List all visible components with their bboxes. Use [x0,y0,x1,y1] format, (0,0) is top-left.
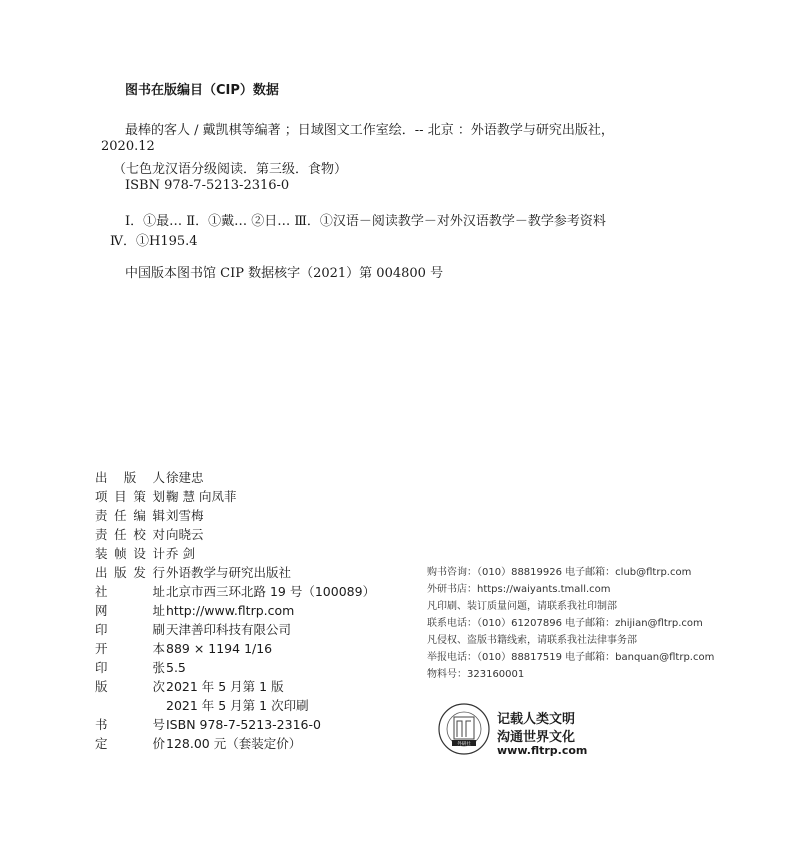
logo-text: 外研社 [457,742,471,747]
colophon-row [95,488,237,506]
slogan-line-2: 沟通世界文化 [497,730,576,745]
cip-subject-headings: Ⅰ．①最… Ⅱ．①戴… ②日… Ⅲ．①汉语－阅读教学－对外汉语教学－教学参考资料 [125,214,606,229]
contact-line: 外研书店：https://waiyants.tmall.com [427,584,611,595]
contact-line: 举报电话：（010）88817519 电子邮箱：banquan@fltrp.com [427,652,715,663]
colophon-row [95,602,295,620]
colophon-value: 2021 年 5 月第 1 版 [166,679,284,694]
colophon-label: 印 刷 [95,622,165,637]
colophon-row [95,678,284,696]
colophon-label: 责任校对 [95,527,165,542]
colophon-row [95,564,292,582]
cip-record-number: 中国版本图书馆 CIP 数据核字（2021）第 004800 号 [125,266,444,281]
contact-line: 购书咨询：（010）88819926 电子邮箱：club@fltrp.com [427,567,692,578]
contact-line: 物料号：323160001 [427,669,525,680]
colophon-label: 项目策划 [95,489,165,504]
colophon-label: 网 址 [95,603,165,618]
colophon-value: 天津善印科技有限公司 [166,622,292,637]
colophon-label: 定 价 [95,736,165,751]
colophon-value: 外语教学与研究出版社 [166,565,292,580]
colophon-label: 印 张 [95,660,165,675]
colophon-value: 向晓云 [166,527,204,542]
colophon-row [95,545,195,563]
colophon-value: 鞠 慧 向凤菲 [166,489,237,504]
colophon-label: 出 版 人 [95,470,165,485]
colophon-value: ISBN 978-7-5213-2316-0 [166,717,321,732]
colophon-label: 社 址 [95,584,165,599]
colophon-label: 开 本 [95,641,165,656]
colophon-value: 刘雪梅 [166,508,204,523]
colophon-label: 书 号 [95,717,165,732]
cip-isbn: ISBN 978-7-5213-2316-0 [125,178,290,193]
slogan-line-1: 记载人类文明 [497,712,576,727]
contact-line: 联系电话：（010）61207896 电子邮箱：zhijian@fltrp.com [427,618,703,629]
colophon-label: 装帧设计 [95,546,165,561]
colophon-row [95,716,321,734]
colophon-value: 徐建忠 [166,470,204,485]
cip-series: （七色龙汉语分级阅读．第三级．食物） [113,162,348,177]
contact-line: 凡侵权、盗版书籍线索，请联系我社法律事务部 [427,635,637,646]
colophon-row [95,583,376,601]
publisher-logo-icon [438,703,490,755]
cip-bibliographic-line: 最棒的客人 / 戴凯棋等编著 ；日域图文工作室绘．-- 北京 ：外语教学与研究出版社， [125,123,614,138]
colophon-value: 128.00 元（套装定价） [166,736,302,751]
colophon-value: 2021 年 5 月第 1 次印刷 [166,698,309,713]
colophon-label: 出版发行 [95,565,165,580]
cip-publication-date: 2020.12 [101,139,155,154]
colophon-row [95,469,204,487]
colophon-row [95,640,273,658]
colophon-row [95,507,204,525]
colophon-row [95,659,186,677]
contact-line: 凡印刷、装订质量问题，请联系我社印制部 [427,601,617,612]
cip-classification: Ⅳ．①H195.4 [110,234,198,249]
colophon-value: 北京市西三环北路 19 号（100089） [166,584,376,599]
colophon-label: 责任编辑 [95,508,165,523]
colophon-value: 5.5 [166,660,186,675]
colophon-value: 889 × 1194 1/16 [166,641,273,656]
publisher-website: www.fltrp.com [497,744,588,757]
colophon-value: http://www.fltrp.com [166,603,295,618]
colophon-row [95,697,309,715]
colophon-value: 乔 剑 [166,546,195,561]
colophon-label: 版 次 [95,679,165,694]
colophon-row [95,621,292,639]
colophon-row [95,735,302,753]
colophon-row [95,526,204,544]
cip-title: 图书在版编目（CIP）数据 [125,83,279,98]
